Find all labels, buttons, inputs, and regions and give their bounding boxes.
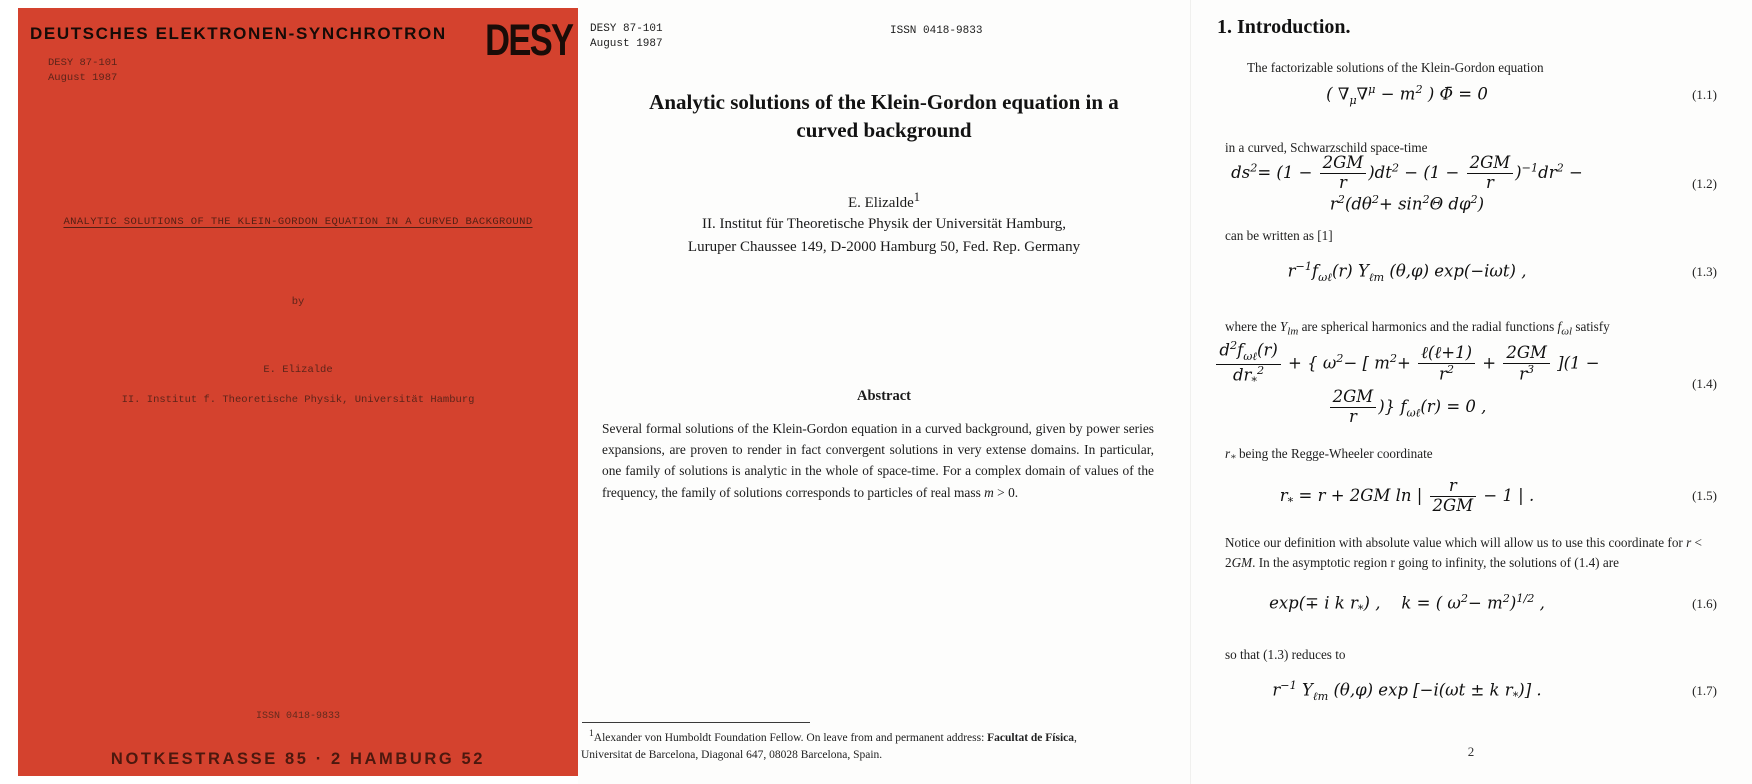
header-report-number: DESY 87-101 <box>590 23 663 35</box>
cover-institution-title: DEUTSCHES ELEKTRONEN-SYNCHROTRON <box>30 24 447 43</box>
equation-1-4-body: $d^2f_{\omega\ell}(r)$ $dr_*^2$ + { $\omega^2-$ [ $m^2+$ ℓ(ℓ+1) $r^2$ + $\frac{2GM}{r^3}$ ](1 − $\frac{2GM}{r}$ )} $f_{\omega\ell}(r) = 0$ , <box>1205 340 1665 427</box>
abstract-text: Several formal solutions of the Klein-Gordon equation in a curved background, given by power series expansions, are proven to render in fact convergent solutions in very extense domains. In particular, one family of solutions is analytic in the whole of space-time. For a complex domain of values of the frequency, the family of solutions corresponds to particles of real mass m > 0. <box>602 421 1154 500</box>
author-name: E. Elizalde$^1$ <box>847 190 921 211</box>
paragraph-written-as: can be written as [1] <box>1225 228 1333 243</box>
equation-1-3 <box>1205 250 1717 294</box>
equation-1-3-body: $r^{-1}f_{\omega\ell}(r)$ $Y_{\ell m}$ (θ,φ) exp(−iωt) , <box>1287 260 1527 284</box>
equation-1-5-body: $r_* = r + 2GM$ ln | $\frac{r}{2GM}$ − 1 | . <box>1279 475 1535 515</box>
equation-1-5 <box>1205 466 1717 526</box>
footnote-rule <box>582 722 810 723</box>
affiliation-line2: Luruper Chaussee 149, D-2000 Hamburg 50, Fed. Rep. Germany <box>687 238 1081 255</box>
equation-1-1-number: (1.1) <box>1692 87 1717 102</box>
equation-1-1 <box>1205 76 1717 114</box>
author-affiliation <box>588 213 1180 258</box>
abstract-heading: Abstract <box>857 388 911 404</box>
title-page <box>578 0 1190 784</box>
cover-byline: by <box>291 296 305 308</box>
equation-1-1-body: ( $\nabla_\mu\nabla^\mu - m^2$ ) Φ̄ = 0 <box>1326 83 1488 107</box>
cover-page <box>18 8 578 776</box>
equation-1-6-number: (1.6) <box>1692 596 1717 611</box>
paragraph-intro: The factorizable solutions of the Klein-Gordon equation <box>1247 60 1544 75</box>
equation-1-6-body: exp(∓ i k $r_*$) , k = ( $\omega^2- m^2)^{1/2}$ , <box>1269 592 1545 616</box>
cover-title: ANALYTIC SOLUTIONS OF THE KLEIN-GORDON EQUATION IN A CURVED BACKGROUND <box>63 216 533 228</box>
cover-author: E. Elizalde <box>263 364 333 376</box>
page-number: 2 <box>1467 744 1475 759</box>
equation-1-3-number: (1.3) <box>1692 264 1717 279</box>
equation-1-4-number: (1.4) <box>1692 375 1717 391</box>
equation-1-2-body: $ds^2= (1$ − $\frac{2GM}{r}$ )$dt^2 - (1$ − $\frac{2GM}{r}$ )$^{-1}dr^2 - r^2(d\theta^2+ \sin^2\Theta$ $d\varphi^2$) <box>1231 153 1583 214</box>
cover-report-date: August 1987 <box>48 71 118 84</box>
cover-report-number: DESY 87-101 <box>48 57 118 69</box>
page-2 <box>1190 0 1752 784</box>
header-report-block <box>590 22 663 52</box>
equation-1-7 <box>1205 668 1717 714</box>
paragraph-spherical: where the $Y_{lm}$ are spherical harmonics and the radial functions $f_{\omega l}$ satisfy <box>1225 319 1610 338</box>
paper-title: Analytic solutions of the Klein-Gordon equation in a curved background <box>649 90 1119 143</box>
desy-logo: DESY <box>484 14 572 65</box>
footnote <box>581 727 1185 763</box>
equation-1-5-number: (1.5) <box>1692 488 1717 503</box>
section-heading: 1. Introduction. <box>1217 16 1351 38</box>
equation-1-7-number: (1.7) <box>1692 683 1717 698</box>
affiliation-line1: II. Institut für Theoretische Physik der Universität Hamburg, <box>702 216 1066 232</box>
cover-address: NOTKESTRASSE 85 · 2 HAMBURG 52 <box>110 750 486 768</box>
cover-report-block <box>48 56 117 85</box>
paragraph-regge: $r_*$ being the Regge-Wheeler coordinate <box>1225 446 1433 465</box>
footnote-line1: $^1$Alexander von Humboldt Foundation Fellow. On leave from and permanent address: Facultat de Física, <box>589 728 1077 744</box>
footnote-line2: Universitat de Barcelona, Diagonal 647, 08028 Barcelona, Spain. <box>581 748 883 761</box>
cover-affiliation: II. Institut f. Theoretische Physik, Universität Hamburg <box>121 394 475 406</box>
equation-1-2-number: (1.2) <box>1692 176 1717 191</box>
cover-issn: ISSN 0418-9833 <box>255 711 340 722</box>
paragraph-sothat: so that (1.3) reduces to <box>1225 647 1346 662</box>
equation-1-4 <box>1205 340 1717 427</box>
equation-1-7-body: $r^{-1}$ $Y_{\ell m}$ (θ,φ) exp [−i(ωt ± k $r_*$)] . <box>1272 679 1542 703</box>
header-report-date: August 1987 <box>590 37 663 50</box>
header-issn: ISSN 0418-9833 <box>890 25 983 37</box>
paragraph-curved: in a curved, Schwarzschild space-time <box>1225 140 1428 155</box>
equation-1-2 <box>1205 154 1717 214</box>
equation-1-6 <box>1205 584 1717 624</box>
paragraph-notice: Notice our definition with absolute value which will allow us to use this coordinate for r < 2GM. In the asymptotic region r going to infinity, the solutions of (1.4) are <box>1225 535 1702 570</box>
